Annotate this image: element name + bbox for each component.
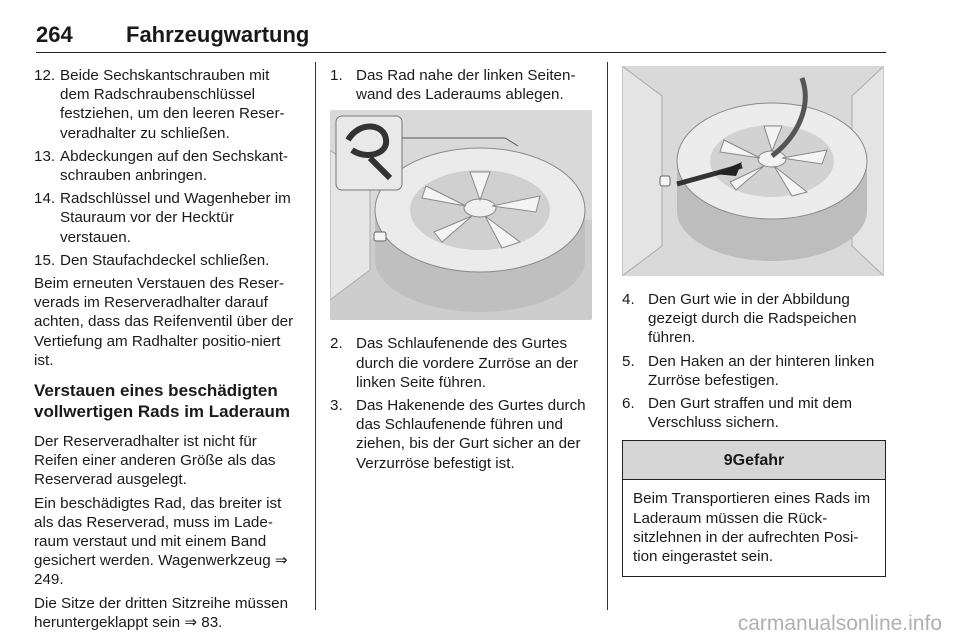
list-item: [34, 251, 298, 270]
step-text: Radschlüssel und Wagenheber im Stauraum vor der Hecktür verstauen.: [60, 190, 291, 246]
column-middle: [330, 66, 592, 477]
paragraph: Der Reserveradhalter ist nicht für Reifen einer anderen Größe als das Reserverad ausgelegt.: [34, 433, 276, 489]
step-number: 6.: [622, 395, 635, 413]
step-text: Den Gurt straffen und mit dem Verschluss sichern.: [648, 395, 853, 432]
paragraph: Ein beschädigtes Rad, das breiter ist als das Reserverad, muss im Lade-raum verstaut und mit einem Band gesichert werden. Wagenwerkzeug ⇒ 249.: [34, 494, 288, 589]
wheel-illustration: [330, 110, 592, 320]
reference-arrow-icon: ⇒: [274, 552, 288, 570]
page-reference-link[interactable]: ⇒ 83.: [184, 613, 223, 631]
list-item: [622, 352, 886, 390]
step-number: 15.: [34, 251, 56, 269]
warning-box: [622, 440, 886, 577]
wheel-placement-figure: [330, 110, 592, 320]
step-text: Abdeckungen auf den Sechskant-schrauben anbringen.: [60, 147, 288, 185]
warning-text: Beim Transportieren eines Rads im Laderaum müssen die Rück-sitzlehnen in der aufrechten Posi-tion eingerastet sein.: [633, 490, 871, 566]
warning-header: [623, 441, 885, 480]
column-right: [622, 66, 886, 577]
step-number: 5.: [622, 352, 635, 370]
column-left: [34, 66, 298, 636]
strap-figure: [622, 66, 884, 276]
list-item: [330, 334, 592, 392]
page-reference-link[interactable]: ⇒ 249.: [34, 552, 288, 589]
list-item: [330, 396, 592, 473]
column-divider: [607, 62, 608, 610]
page-number: 264: [36, 22, 73, 47]
warning-title: Gefahr: [732, 451, 785, 469]
page-header: [36, 20, 886, 53]
list-item: [34, 147, 298, 185]
reference-arrow-icon: ⇒: [184, 613, 198, 631]
step-text: Den Gurt wie in der Abbildung gezeigt durch die Radspeichen führen.: [648, 291, 857, 347]
paragraph: Die Sitze der dritten Sitzreihe müssen heruntergeklappt sein ⇒ 83.: [34, 594, 289, 631]
list-item: [622, 394, 886, 432]
note-paragraph: Beim erneuten Verstauen des Reser-verads im Reserveradhalter darauf achten, dass das Reifenventil über der Vertiefung am Radhalter positio-niert ist.: [34, 275, 294, 369]
step-number: 2.: [330, 335, 343, 353]
list-item: [34, 189, 298, 247]
step-text: Beide Sechskantschrauben mit dem Radschraubenschlüssel festziehen, um den leeren Reser-veradhalter zu schließen.: [60, 67, 285, 142]
step-text: Den Staufachdeckel schließen.: [60, 251, 270, 269]
wheel-strap-illustration: [622, 66, 884, 276]
step-number: 1.: [330, 67, 343, 84]
column-divider: [315, 62, 316, 610]
watermark: carmanualsonline.info: [737, 612, 942, 635]
list-item: [622, 290, 886, 348]
section-heading: Verstauen eines beschädigten vollwertigen Rads im Laderaum: [34, 381, 291, 422]
step-number: 12.: [34, 67, 56, 84]
warning-triangle-icon: 9: [723, 451, 733, 469]
step-number: 14.: [34, 190, 56, 208]
step-number: 3.: [330, 397, 343, 415]
step-text: Das Hakenende des Gurtes durch das Schlaufenende führen und ziehen, bis der Gurt sicher an der Verzurröse befestigt ist.: [356, 397, 586, 472]
chapter-title: Fahrzeugwartung: [126, 22, 310, 47]
step-number: 13.: [34, 147, 56, 165]
step-text: Den Haken an der hinteren linken Zurröse befestigen.: [648, 352, 875, 389]
list-item: [330, 66, 592, 104]
list-item: [34, 66, 298, 143]
step-text: Das Rad nahe der linken Seiten-wand des Laderaums ablegen.: [356, 67, 576, 104]
step-text: Das Schlaufenende des Gurtes durch die vordere Zurröse an der linken Seite führen.: [356, 335, 579, 391]
step-number: 4.: [622, 291, 635, 308]
